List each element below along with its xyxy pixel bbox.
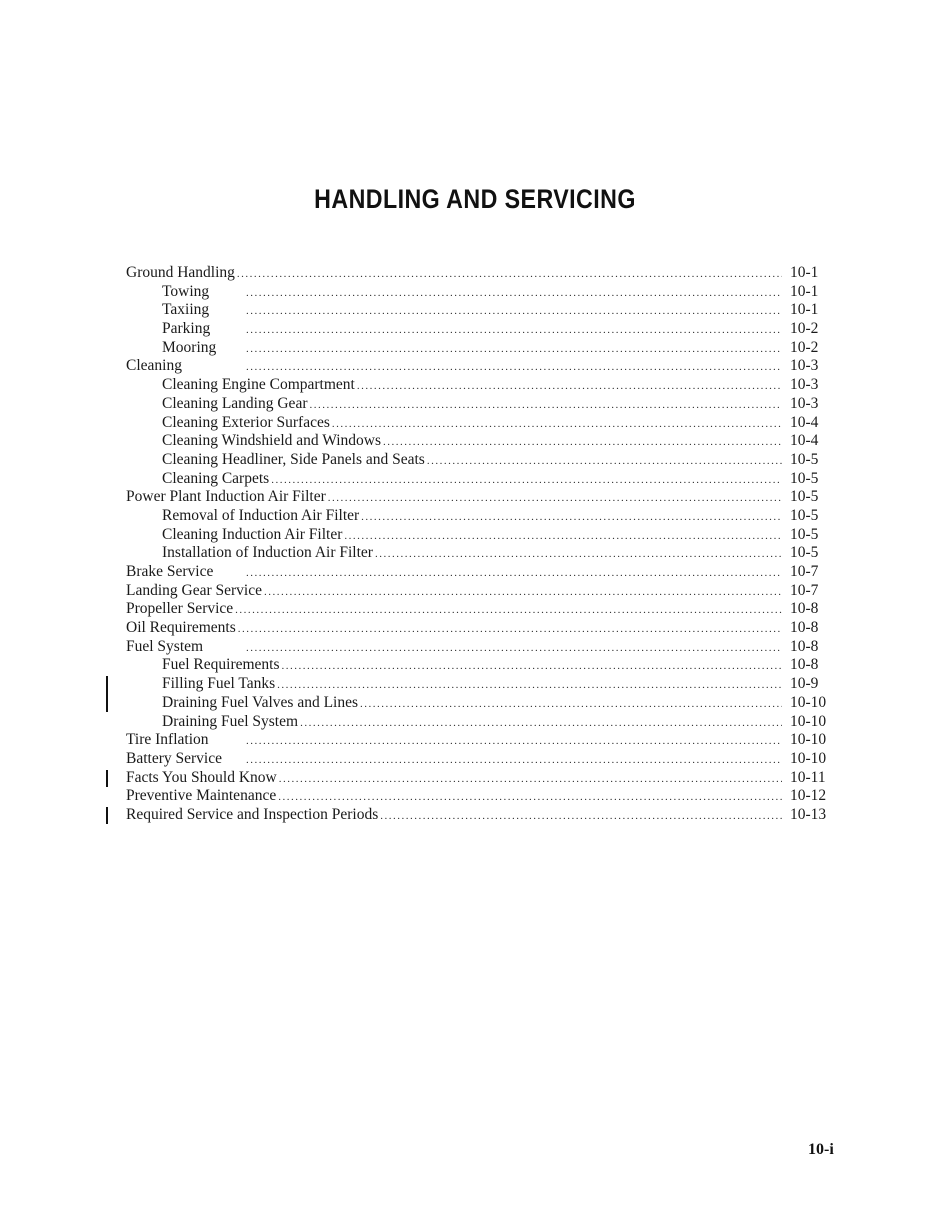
toc-entry-label: Draining Fuel Valves and Lines — [162, 693, 359, 711]
toc-entry-label: Installation of Induction Air Filter — [162, 544, 373, 562]
toc-entry-label: Preventive Maintenance — [126, 787, 277, 805]
toc-entry — [126, 526, 834, 545]
page-title: HANDLING AND SERVICING — [314, 184, 636, 214]
toc-entry-page: 10-1 — [790, 264, 819, 281]
dot-leader — [361, 508, 782, 527]
dot-leader — [246, 284, 782, 303]
toc-entry — [126, 283, 834, 302]
toc-entry-label: Cleaning — [126, 357, 182, 375]
toc-entry-label: Landing Gear Service — [126, 581, 262, 599]
toc-entry-page: 10-10 — [790, 712, 827, 730]
toc-entry-label: Facts You Should Know — [126, 768, 277, 786]
toc-entry — [126, 339, 834, 358]
toc-entry — [126, 731, 834, 750]
toc-entry — [126, 638, 834, 657]
toc-entry — [126, 675, 834, 694]
toc-entry-page: 10-5 — [790, 469, 819, 487]
dot-leader — [277, 676, 782, 695]
toc-entry-page: 10-3 — [790, 394, 819, 412]
dot-leader — [300, 714, 782, 733]
toc-entry — [126, 806, 834, 825]
toc-entry-label: Cleaning Exterior Surfaces — [162, 413, 330, 431]
toc-entry-label: Fuel System — [126, 637, 204, 655]
toc-entry — [126, 376, 834, 395]
toc-entry-label: Draining Fuel System — [162, 712, 299, 730]
toc-entry-label: Parking — [162, 320, 211, 338]
toc-entry-page: 10-4 — [790, 413, 819, 431]
dot-leader — [309, 396, 782, 415]
dot-leader — [279, 770, 782, 789]
dot-leader — [427, 452, 782, 471]
toc-entry-page: 10-8 — [790, 656, 819, 674]
toc-entry-page: 10-10 — [790, 693, 827, 711]
toc-entry — [126, 488, 834, 507]
dot-leader — [271, 471, 782, 490]
toc-entry — [126, 750, 834, 769]
toc-entry-page: 10-7 — [790, 563, 819, 580]
dot-leader — [357, 377, 782, 396]
toc-entry — [126, 320, 834, 339]
toc-entry — [126, 264, 834, 283]
toc-entry-label: Removal of Induction Air Filter — [162, 506, 360, 524]
revision-change-bar — [106, 676, 108, 712]
toc-entry-page: 10-5 — [790, 525, 819, 543]
toc-entry — [126, 713, 834, 732]
toc-entry-label: Cleaning Landing Gear — [162, 394, 308, 412]
page-number: 10-i — [808, 1141, 834, 1158]
toc-entry — [126, 769, 834, 788]
toc-entry — [126, 414, 834, 433]
toc-entry-page: 10-5 — [790, 488, 819, 506]
toc-entry-page: 10-3 — [790, 357, 819, 375]
toc-entry-page: 10-8 — [790, 619, 819, 637]
toc-entry-page: 10-10 — [790, 749, 827, 767]
toc-entry-page: 10-12 — [790, 787, 827, 805]
toc-entry-page: 10-5 — [790, 506, 819, 524]
toc-entry-label: Cleaning Headliner, Side Panels and Seats — [162, 450, 425, 468]
toc-entry-page: 10-3 — [790, 376, 819, 394]
toc-entry-page: 10-2 — [790, 320, 819, 338]
toc-entry-label: Cleaning Windshield and Windows — [162, 432, 382, 450]
toc-entry — [126, 432, 834, 451]
toc-entry-label: Mooring — [162, 338, 217, 356]
toc-entry — [126, 563, 834, 582]
toc-entry — [126, 451, 834, 470]
dot-leader — [246, 732, 782, 751]
toc-entry-page: 10-7 — [790, 581, 819, 599]
dot-leader — [282, 657, 782, 676]
dot-leader — [278, 788, 782, 807]
toc-entry-label: Cleaning Carpets — [162, 469, 270, 487]
dot-leader — [246, 340, 782, 359]
toc-entry — [126, 787, 834, 806]
toc-entry — [126, 619, 834, 638]
dot-leader — [344, 527, 782, 546]
toc-entry-label: Required Service and Inspection Periods — [126, 805, 379, 823]
toc-entry-page: 10-9 — [790, 675, 819, 693]
toc-entry-page: 10-2 — [790, 338, 819, 356]
toc-entry — [126, 470, 834, 489]
dot-leader — [383, 433, 782, 452]
toc-entry — [126, 600, 834, 619]
toc-entry-label: Cleaning Engine Compartment — [162, 376, 355, 394]
toc-entry-label: Fuel Requirements — [162, 656, 280, 674]
toc-entry — [126, 507, 834, 526]
toc-entry-page: 10-5 — [790, 544, 819, 562]
toc-entry — [126, 694, 834, 713]
dot-leader — [235, 601, 782, 620]
table-of-contents — [126, 264, 834, 825]
toc-entry-label: Filling Fuel Tanks — [162, 675, 276, 693]
dot-leader — [264, 583, 782, 602]
toc-entry-label: Brake Service — [126, 563, 214, 580]
toc-entry-label: Cleaning Induction Air Filter — [162, 525, 343, 543]
toc-entry-label: Towing — [162, 282, 210, 300]
dot-leader — [246, 302, 782, 321]
toc-entry-label: Taxiing — [162, 301, 210, 319]
toc-entry-page: 10-5 — [790, 450, 819, 468]
toc-entry — [126, 582, 834, 601]
toc-entry — [126, 395, 834, 414]
dot-leader — [246, 564, 782, 583]
dot-leader — [328, 489, 782, 508]
revision-change-bar — [106, 807, 108, 824]
toc-entry-label: Power Plant Induction Air Filter — [126, 488, 326, 506]
toc-entry-page: 10-1 — [790, 301, 819, 319]
dot-leader — [246, 639, 782, 658]
toc-entry-label: Battery Service — [126, 749, 222, 767]
toc-entry — [126, 301, 834, 320]
toc-entry-page: 10-1 — [790, 282, 819, 300]
dot-leader — [238, 620, 782, 639]
toc-entry — [126, 544, 834, 563]
toc-entry-label: Ground Handling — [126, 264, 235, 281]
toc-entry-label: Oil Requirements — [126, 619, 236, 637]
toc-entry — [126, 357, 834, 376]
toc-entry-page: 10-13 — [790, 805, 827, 823]
dot-leader — [380, 807, 782, 826]
dot-leader — [360, 695, 782, 714]
toc-entry-label: Propeller Service — [126, 600, 234, 618]
toc-entry — [126, 656, 834, 675]
toc-entry-page: 10-10 — [790, 731, 827, 749]
dot-leader — [237, 265, 782, 284]
dot-leader — [246, 321, 782, 340]
dot-leader — [246, 358, 782, 377]
toc-entry-page: 10-4 — [790, 432, 819, 450]
toc-entry-label: Tire Inflation — [126, 731, 209, 749]
dot-leader — [375, 545, 782, 564]
dot-leader — [332, 415, 782, 434]
toc-entry-page: 10-11 — [790, 768, 826, 786]
revision-change-bar — [106, 770, 108, 787]
toc-entry-page: 10-8 — [790, 637, 819, 655]
toc-entry-page: 10-8 — [790, 600, 819, 618]
dot-leader — [246, 751, 782, 770]
